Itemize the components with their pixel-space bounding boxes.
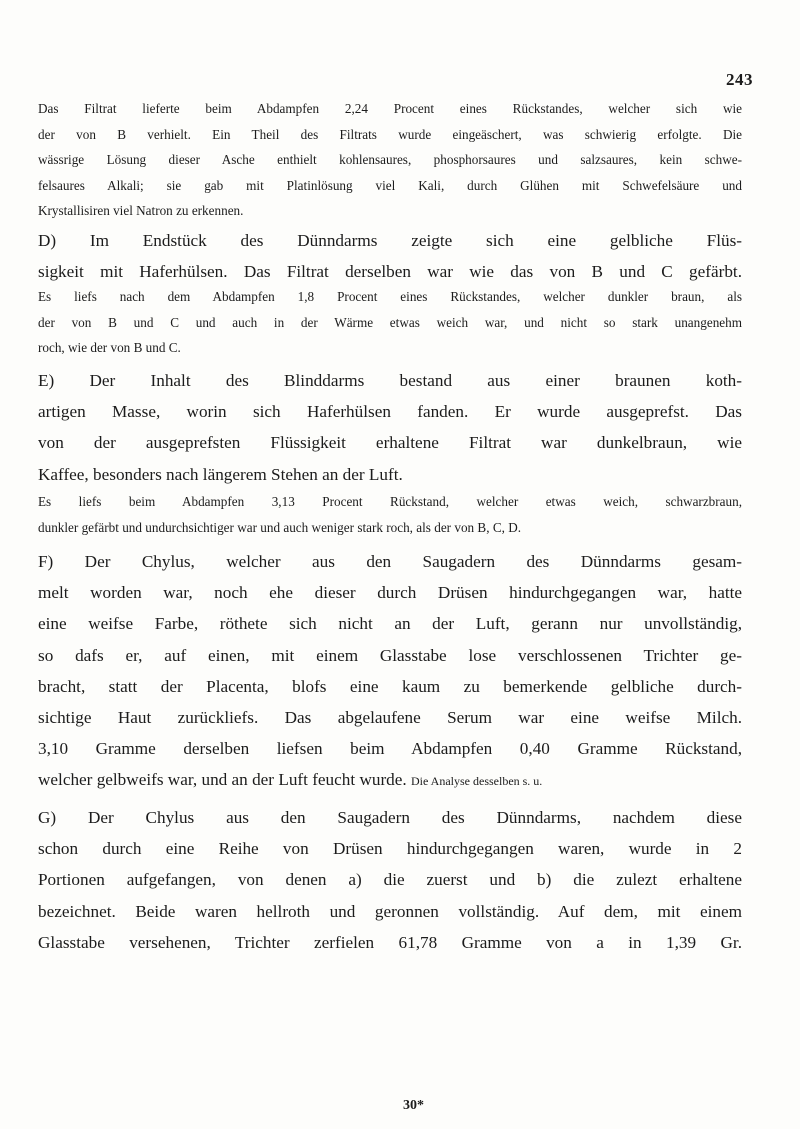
paragraph-d-endstueck [38, 225, 742, 287]
analysis-reference-note: Die Analyse desselben s. u. [411, 774, 543, 789]
text-line: dunkler gefärbt und undurchsichtiger war und auch weniger stark roch, als der von B, C, D. [38, 519, 522, 535]
text-line: bracht, statt der Placenta, blofs eine kaum zu bemerkende gelbliche durch- [38, 676, 742, 696]
text-line: Das Filtrat lieferte beim Abdampfen 2,24 Procent eines Rückstandes, welcher sich wie [38, 101, 742, 116]
text-line: F) Der Chylus, welcher aus den Saugadern des Dünndarms gesam- [38, 552, 742, 571]
text-line: eine weifse Farbe, röthete sich nicht an der Luft, gerann nur unvollständig, [38, 614, 742, 634]
text-line: E) Der Inhalt des Blinddarms bestand aus einer braunen koth- [38, 371, 742, 390]
paragraph-g-chylus [38, 802, 742, 958]
note-d-residue [38, 284, 742, 361]
text-line: Es liefs nach dem Abdampfen 1,8 Procent eines Rückstandes, welcher dunkler braun, als [38, 289, 742, 304]
text-line: Kaffee, besonders nach längerem Stehen an der Luft. [38, 464, 403, 484]
text-line: artigen Masse, worin sich Haferhülsen fanden. Er wurde ausgeprefst. Das [38, 402, 742, 422]
text-line: so dafs er, auf einen, mit einem Glasstabe lose verschlossenen Trichter ge- [38, 645, 742, 665]
text-line: Krystallisiren viel Natron zu erkennen. [38, 203, 244, 218]
text-line: melt worden war, noch ehe dieser durch Drüsen hindurchgegangen war, hatte [38, 583, 742, 603]
text-line: 3,10 Gramme derselben liefsen beim Abdampfen 0,40 Gramme Rückstand, [38, 739, 742, 759]
text-line: wässrige Lösung dieser Asche enthielt kohlensaures, phosphorsaures und salzsaures, kein schwe- [38, 152, 742, 167]
note-e-residue [38, 489, 742, 540]
text-line: sichtige Haut zurückliefs. Das abgelaufene Serum war eine weifse Milch. [38, 708, 742, 728]
text-line: bezeichnet. Beide waren hellroth und geronnen vollständig. Auf dem, mit einem [38, 901, 742, 921]
paragraph-filtrate-residue [38, 96, 742, 224]
text-line: felsaures Alkali; sie gab mit Platinlösung viel Kali, durch Glühen mit Schwefelsäure und [38, 177, 742, 193]
text-line: Es liefs beim Abdampfen 3,13 Procent Rückstand, welcher etwas weich, schwarzbraun, [38, 494, 742, 509]
text-line: G) Der Chylus aus den Saugadern des Dünndarms, nachdem diese [38, 808, 742, 827]
text-line: sigkeit mit Haferhülsen. Das Filtrat derselben war wie das von B und C gefärbt. [38, 262, 742, 282]
text-line: der von B verhielt. Ein Theil des Filtrats wurde eingeäschert, was schwierig erfolgte. Die [38, 126, 742, 142]
text-line: roch, wie der von B und C. [38, 340, 181, 355]
text-line: Portionen aufgefangen, von denen a) die zuerst und b) die zulezt erhaltene [38, 870, 742, 890]
paragraph-e-blinddarm [38, 365, 742, 490]
text-segment: welcher gelbweifs war, und an der Luft feucht wurde. [38, 770, 407, 790]
signature-mark: 30* [403, 1098, 424, 1113]
page-number: 243 [726, 70, 753, 89]
text-line: der von B und C und auch in der Wärme etwas weich war, und nicht so stark unangenehm [38, 314, 742, 330]
text-line-with-note [38, 764, 742, 797]
text-line: von der ausgeprefsten Flüssigkeit erhaltene Filtrat war dunkelbraun, wie [38, 433, 742, 453]
text-line: D) Im Endstück des Dünndarms zeigte sich eine gelbliche Flüs- [38, 231, 742, 250]
text-line: Glasstabe versehenen, Trichter zerfielen 61,78 Gramme von a in 1,39 Gr. [38, 932, 742, 952]
text-line: schon durch eine Reihe von Drüsen hindurchgegangen waren, wurde in 2 [38, 839, 742, 859]
paragraph-f-chylus [38, 546, 742, 798]
